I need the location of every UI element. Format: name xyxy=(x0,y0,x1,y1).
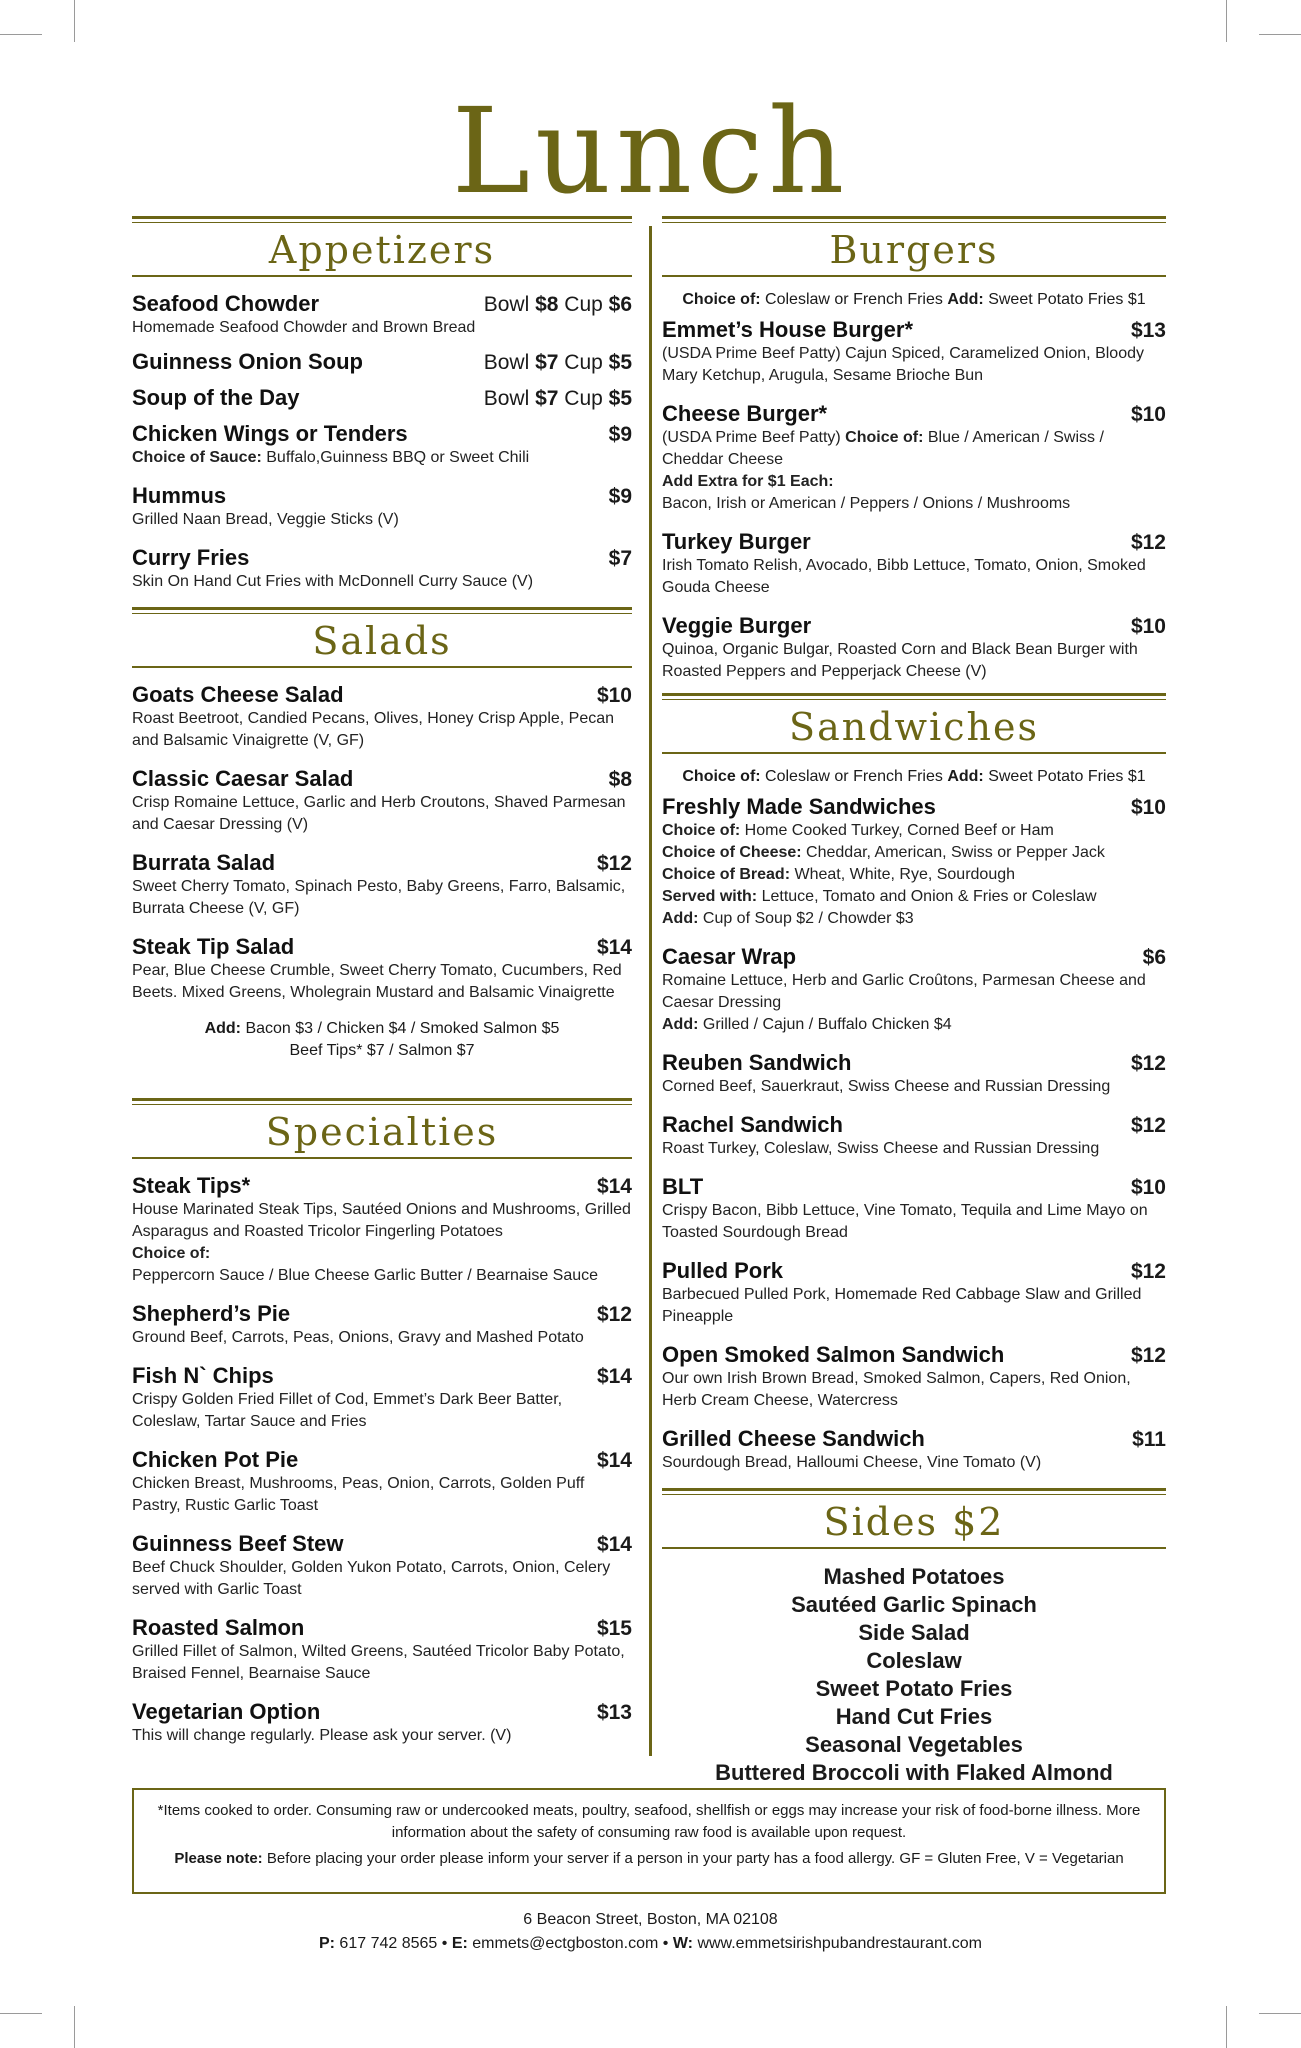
item-description: Crispy Bacon, Bibb Lettuce, Vine Tomato, Tequila and Lime Mayo on Toasted Sourdough Bread xyxy=(662,1202,1148,1241)
section-rule xyxy=(132,666,632,668)
menu-item xyxy=(132,349,632,375)
section-rule xyxy=(132,607,632,614)
crop-mark xyxy=(1259,2013,1301,2014)
item-name: Guinness Onion Soup xyxy=(132,349,363,374)
item-description: This will change regularly. Please ask your server. (V) xyxy=(132,1727,512,1744)
item-name: Hummus xyxy=(132,483,227,508)
phone-number[interactable]: 617 742 8565 xyxy=(334,1935,438,1952)
side-item: Hand Cut Fries xyxy=(835,1704,993,1729)
item-description: Crisp Romaine Lettuce, Garlic and Herb Croutons, Shaved Parmesan and Caesar Dressing (V) xyxy=(132,794,626,833)
item-description: Barbecued Pulled Pork, Homemade Red Cabbage Slaw and Grilled Pineapple xyxy=(662,1286,1142,1325)
item-price: $13 xyxy=(1130,319,1166,342)
item-price: $10 xyxy=(1130,1176,1166,1199)
section-rule xyxy=(132,1098,632,1105)
sides-section xyxy=(662,1488,1166,1787)
menu-item xyxy=(132,483,632,531)
item-description: Crispy Golden Fried Fillet of Cod, Emmet’s Dark Beer Batter, Coleslaw, Tartar Sauce and Fries xyxy=(132,1391,563,1430)
item-price: $12 xyxy=(1130,1052,1166,1075)
menu-item xyxy=(662,1174,1166,1244)
item-description: (USDA Prime Beef Patty) Choice of: Blue / American / Swiss / Cheddar Cheese xyxy=(662,429,1104,468)
item-name: Roasted Salmon xyxy=(132,1615,305,1640)
item-name: Reuben Sandwich xyxy=(662,1050,852,1075)
menu-item xyxy=(662,944,1166,1036)
item-option: Add: Cup of Soup $2 / Chowder $3 xyxy=(662,910,914,927)
salads-section xyxy=(132,607,632,1062)
crop-mark xyxy=(1259,34,1301,35)
crop-mark xyxy=(1226,2006,1227,2048)
item-name: Freshly Made Sandwiches xyxy=(662,794,936,819)
item-price: $14 xyxy=(596,1449,632,1472)
item-price: Bowl $8 Cup $6 xyxy=(483,293,632,316)
item-price: $10 xyxy=(596,684,632,707)
menu-item xyxy=(132,1699,632,1747)
menu-title: Lunch xyxy=(451,82,850,220)
section-rule xyxy=(132,275,632,277)
menu-item xyxy=(132,1447,632,1517)
menu-item xyxy=(662,794,1166,930)
item-price: $14 xyxy=(596,1533,632,1556)
right-column xyxy=(662,216,1166,1787)
side-item: Buttered Broccoli with Flaked Almond xyxy=(715,1760,1113,1785)
item-price: $8 xyxy=(608,768,632,791)
contact-line: P: 617 742 8565 • E: emmets@ectgboston.com • W: www.emmetsirishpubandrestaurant.com xyxy=(318,1935,983,1952)
menu-item xyxy=(132,934,632,1004)
menu-item xyxy=(132,1615,632,1685)
section-rule xyxy=(662,693,1166,700)
item-name: Shepherd’s Pie xyxy=(132,1301,291,1326)
crop-mark xyxy=(74,0,75,42)
address: 6 Beacon Street, Boston, MA 02108 xyxy=(523,1911,778,1928)
item-name: Caesar Wrap xyxy=(662,944,797,969)
email-link[interactable]: emmets@ectgboston.com xyxy=(467,1935,659,1952)
specialties-section xyxy=(132,1098,632,1747)
menu-item xyxy=(132,291,632,339)
item-price: $12 xyxy=(1130,1344,1166,1367)
item-choice-label: Choice of: xyxy=(132,1245,211,1262)
item-name: Veggie Burger xyxy=(662,613,812,638)
item-name: Vegetarian Option xyxy=(132,1699,321,1724)
crop-mark xyxy=(1226,0,1227,42)
item-extra-label: Add Extra for $1 Each: xyxy=(662,473,834,490)
item-name: Rachel Sandwich xyxy=(662,1112,843,1137)
menu-item xyxy=(132,385,632,411)
side-item: Sweet Potato Fries xyxy=(815,1676,1013,1701)
side-item: Side Salad xyxy=(858,1620,970,1645)
menu-item xyxy=(662,1258,1166,1328)
item-name: Soup of the Day xyxy=(132,385,300,410)
item-choice: Peppercorn Sauce / Blue Cheese Garlic Butter / Bearnaise Sauce xyxy=(132,1267,599,1284)
item-price: $6 xyxy=(1142,946,1166,969)
salad-add-ons: Add: Bacon $3 / Chicken $4 / Smoked Salmon $5 Beef Tips* $7 / Salmon $7 xyxy=(204,1020,560,1059)
item-option: Served with: Lettuce, Tomato and Onion & Fries or Coleslaw xyxy=(662,888,1097,905)
menu-item xyxy=(662,317,1166,387)
menu-item xyxy=(132,682,632,752)
item-price: $13 xyxy=(596,1701,632,1724)
website-link[interactable]: www.emmetsirishpubandrestaurant.com xyxy=(693,1935,983,1952)
item-description: Ground Beef, Carrots, Peas, Onions, Gravy and Mashed Potato xyxy=(132,1329,584,1346)
side-item: Coleslaw xyxy=(866,1648,962,1673)
item-price: $14 xyxy=(596,936,632,959)
item-price: $11 xyxy=(1132,1428,1166,1451)
section-title: Specialties xyxy=(265,1110,499,1154)
burger-side-choice: Choice of: Coleslaw or French Fries Add: Sweet Potato Fries $1 xyxy=(682,291,1146,308)
menu-item xyxy=(132,1301,632,1349)
item-description: Chicken Breast, Mushrooms, Peas, Onion, Carrots, Golden Puff Pastry, Rustic Garlic Toast xyxy=(132,1475,585,1514)
menu-item xyxy=(662,1112,1166,1160)
item-name: Emmet’s House Burger* xyxy=(662,317,914,342)
item-price: $12 xyxy=(596,1303,632,1326)
item-description: Irish Tomato Relish, Avocado, Bibb Lettuce, Tomato, Onion, Smoked Gouda Cheese xyxy=(662,557,1146,596)
item-price: $15 xyxy=(596,1617,632,1640)
item-name: Steak Tips* xyxy=(132,1173,251,1198)
item-description: Roast Beetroot, Candied Pecans, Olives, Honey Crisp Apple, Pecan and Balsamic Vinaigrette (V, GF) xyxy=(132,710,615,749)
item-price: $12 xyxy=(596,852,632,875)
item-description: Corned Beef, Sauerkraut, Swiss Cheese and Russian Dressing xyxy=(662,1078,1111,1095)
menu-item xyxy=(662,613,1166,683)
menu-item xyxy=(662,1050,1166,1098)
item-price: Bowl $7 Cup $5 xyxy=(483,351,632,374)
item-name: Chicken Pot Pie xyxy=(132,1447,299,1472)
item-description: (USDA Prime Beef Patty) Cajun Spiced, Caramelized Onion, Bloody Mary Ketchup, Arugula, Sesame Brioche Bun xyxy=(662,345,1144,384)
menu-item xyxy=(132,421,632,469)
item-option: Choice of: Home Cooked Turkey, Corned Beef or Ham xyxy=(662,822,1054,839)
crop-mark xyxy=(0,34,42,35)
item-description: Sourdough Bread, Halloumi Cheese, Vine Tomato (V) xyxy=(662,1454,1042,1471)
item-name: Guinness Beef Stew xyxy=(132,1531,344,1556)
section-rule xyxy=(132,1157,632,1159)
item-price: Bowl $7 Cup $5 xyxy=(483,387,632,410)
item-description: House Marinated Steak Tips, Sautéed Onions and Mushrooms, Grilled Asparagus and Roasted Tricolor Fingerling Potatoes xyxy=(132,1201,631,1240)
item-description: Choice of Sauce: Buffalo,Guinness BBQ or Sweet Chili xyxy=(132,449,530,466)
sandwiches-section xyxy=(662,693,1166,1474)
disclaimer-text: *Items cooked to order. Consuming raw or undercooked meats, poultry, seafood, shellfish or eggs may increase your risk of food-borne illness. More information about the safety of consuming raw food is available upon request. xyxy=(157,1802,1141,1841)
section-title: Sandwiches xyxy=(789,705,1039,749)
item-name: Burrata Salad xyxy=(132,850,276,875)
item-price: $12 xyxy=(1130,1260,1166,1283)
menu-item xyxy=(132,766,632,836)
item-name: Goats Cheese Salad xyxy=(132,682,344,707)
item-name: Turkey Burger xyxy=(662,529,811,554)
item-price: $9 xyxy=(608,485,632,508)
item-extra: Bacon, Irish or American / Peppers / Onions / Mushrooms xyxy=(662,495,1071,512)
sandwich-side-choice: Choice of: Coleslaw or French Fries Add: Sweet Potato Fries $1 xyxy=(682,768,1146,785)
menu-item xyxy=(132,1173,632,1287)
item-description: Beef Chuck Shoulder, Golden Yukon Potato, Carrots, Onion, Celery served with Garlic Toast xyxy=(132,1559,611,1598)
item-name: BLT xyxy=(662,1174,704,1199)
menu-item xyxy=(132,545,632,593)
section-rule xyxy=(662,1547,1166,1549)
menu-item xyxy=(132,1531,632,1601)
item-description: Pear, Blue Cheese Crumble, Sweet Cherry Tomato, Cucumbers, Red Beets. Mixed Greens, Wholegrain Mustard and Balsamic Vinaigrette xyxy=(132,962,622,1001)
item-price: $7 xyxy=(608,547,632,570)
crop-mark xyxy=(0,2013,42,2014)
side-item: Seasonal Vegetables xyxy=(805,1732,1023,1757)
side-item: Mashed Potatoes xyxy=(823,1564,1005,1589)
item-description: Quinoa, Organic Bulgar, Roasted Corn and Black Bean Burger with Roasted Peppers and Pepperjack Cheese (V) xyxy=(662,641,1138,680)
item-description: Roast Turkey, Coleslaw, Swiss Cheese and Russian Dressing xyxy=(662,1140,1100,1157)
section-rule xyxy=(662,275,1166,277)
section-rule xyxy=(132,216,632,223)
item-price: $9 xyxy=(608,423,632,446)
side-item: Sautéed Garlic Spinach xyxy=(791,1592,1037,1617)
sides-list xyxy=(662,1563,1166,1787)
section-rule xyxy=(662,1488,1166,1495)
item-description: Homemade Seafood Chowder and Brown Bread xyxy=(132,319,476,336)
crop-mark xyxy=(74,2006,75,2048)
item-price: $10 xyxy=(1130,403,1166,426)
item-option: Choice of Cheese: Cheddar, American, Swiss or Pepper Jack xyxy=(662,844,1105,861)
item-price: $12 xyxy=(1130,531,1166,554)
item-name: Seafood Chowder xyxy=(132,291,320,316)
menu-item xyxy=(662,529,1166,599)
left-column xyxy=(132,216,632,1761)
section-rule xyxy=(662,216,1166,223)
item-name: Fish N` Chips xyxy=(132,1363,274,1388)
allergy-disclaimer xyxy=(132,1788,1166,1894)
column-divider xyxy=(649,226,652,1756)
item-description: Skin On Hand Cut Fries with McDonnell Curry Sauce (V) xyxy=(132,573,534,590)
allergy-note: Please note: Before placing your order please inform your server if a person in your party has a food allergy. GF = Gluten Free, V = Vegetarian xyxy=(174,1850,1124,1867)
item-price: $12 xyxy=(1130,1114,1166,1137)
item-name: Classic Caesar Salad xyxy=(132,766,354,791)
footer-contact xyxy=(0,1908,1301,1956)
item-name: Steak Tip Salad xyxy=(132,934,295,959)
item-name: Open Smoked Salmon Sandwich xyxy=(662,1342,1005,1367)
item-name: Cheese Burger* xyxy=(662,401,828,426)
menu-item xyxy=(132,850,632,920)
item-name: Curry Fries xyxy=(132,545,250,570)
item-description: Sweet Cherry Tomato, Spinach Pesto, Baby Greens, Farro, Balsamic, Burrata Cheese (V, GF) xyxy=(132,878,626,917)
section-title: Salads xyxy=(312,619,452,663)
item-price: $14 xyxy=(596,1175,632,1198)
item-name: Chicken Wings or Tenders xyxy=(132,421,408,446)
menu-item xyxy=(662,1342,1166,1412)
item-description: Romaine Lettuce, Herb and Garlic Croûtons, Parmesan Cheese and Caesar Dressing xyxy=(662,972,1146,1011)
item-description: Grilled Fillet of Salmon, Wilted Greens, Sautéed Tricolor Baby Potato, Braised Fennel, Bearnaise Sauce xyxy=(132,1643,625,1682)
menu-item xyxy=(662,1426,1166,1474)
item-name: Pulled Pork xyxy=(662,1258,784,1283)
appetizers-section xyxy=(132,216,632,593)
item-description: Our own Irish Brown Bread, Smoked Salmon, Capers, Red Onion, Herb Cream Cheese, Watercress xyxy=(662,1370,1131,1409)
section-rule xyxy=(662,752,1166,754)
section-title: Burgers xyxy=(829,228,999,272)
item-description: Grilled Naan Bread, Veggie Sticks (V) xyxy=(132,511,399,528)
item-name: Grilled Cheese Sandwich xyxy=(662,1426,925,1451)
item-price: $10 xyxy=(1130,615,1166,638)
item-add-on: Add: Grilled / Cajun / Buffalo Chicken $4 xyxy=(662,1016,952,1033)
menu-item xyxy=(662,401,1166,515)
item-option: Choice of Bread: Wheat, White, Rye, Sourdough xyxy=(662,866,1016,883)
section-title: Sides $2 xyxy=(823,1500,1005,1544)
section-title: Appetizers xyxy=(268,228,496,272)
burgers-section xyxy=(662,216,1166,683)
item-price: $14 xyxy=(596,1365,632,1388)
menu-item xyxy=(132,1363,632,1433)
item-price: $10 xyxy=(1130,796,1166,819)
